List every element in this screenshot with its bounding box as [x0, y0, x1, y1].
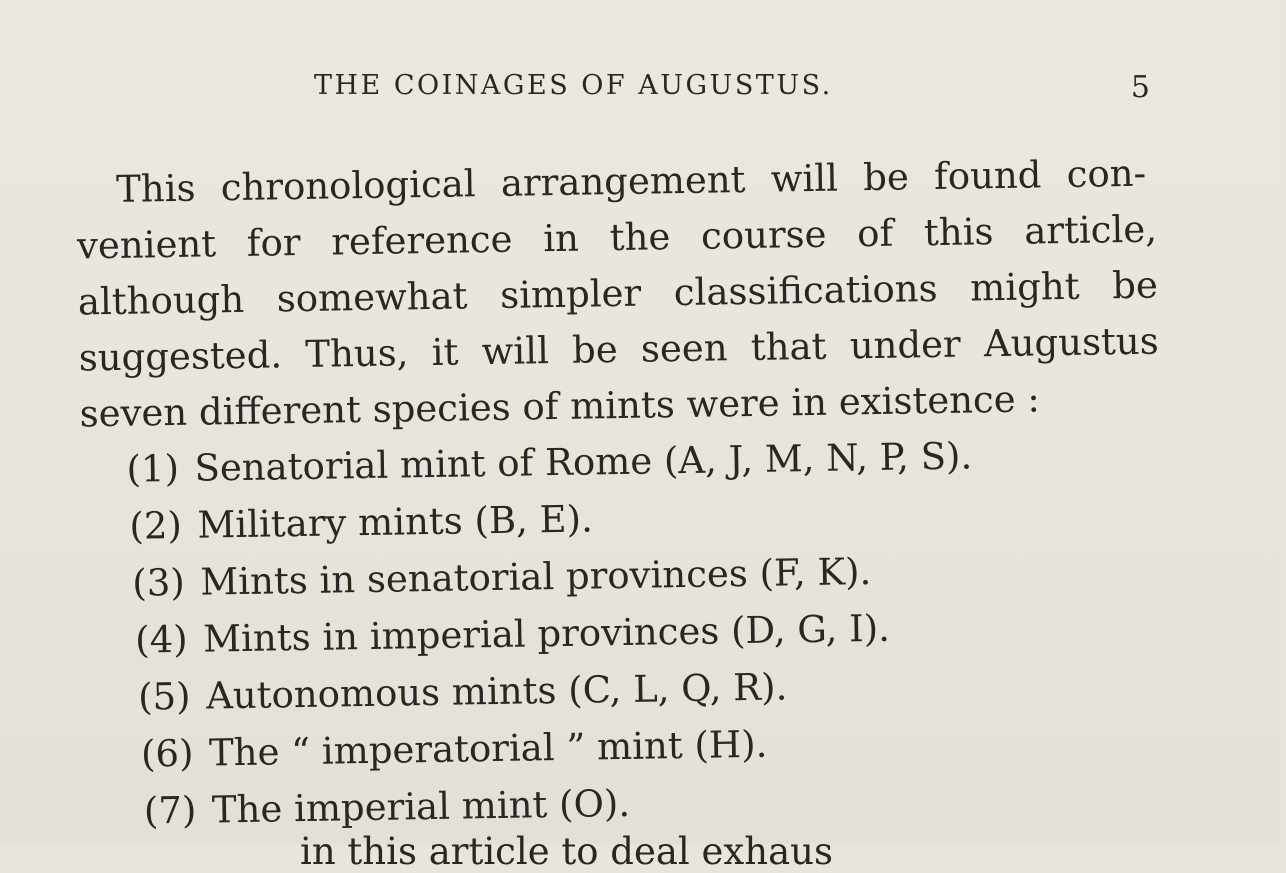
list-item-number: (6): [140, 731, 194, 776]
list-item-number: (7): [143, 788, 197, 833]
list-item-number: (2): [129, 503, 183, 548]
list-item-text: Autonomous mints (C, L, Q, R).: [205, 665, 788, 718]
text-line: This chronological arrangement will be found con-: [115, 151, 1147, 211]
running-title: THE COINAGES OF AUGUSTUS.: [314, 70, 833, 101]
list-item: [141, 723, 768, 776]
list-item-text: The “ imperatorial ” mint (H).: [208, 722, 768, 775]
list-item: [129, 497, 593, 547]
cut-off-line: in this article to deal exhaus: [300, 830, 833, 873]
list-item-text: Mints in imperial provinces (D, G, I).: [202, 606, 891, 661]
text-line: although somewhat simpler classifications might be: [77, 263, 1159, 324]
list-item-number: (4): [134, 617, 188, 662]
list-item-text: Senatorial mint of Rome (A, J, M, N, P, S).: [194, 434, 973, 490]
list-item: [138, 665, 788, 718]
list-item-number: (1): [126, 446, 180, 491]
text-line: venient for reference in the course of this article,: [76, 207, 1158, 268]
list-item: [135, 607, 890, 662]
list-item: [126, 434, 972, 490]
text-line: suggested. Thus, it will be seen that under Augustus: [78, 319, 1160, 380]
text-line: seven different species of mints were in existence :: [79, 377, 1041, 436]
list-item-text: Military mints (B, E).: [197, 497, 594, 547]
list-item-text: The imperial mint (O).: [211, 781, 631, 832]
list-item-number: (3): [132, 560, 186, 605]
page-number: 5: [1130, 70, 1150, 105]
list-item: [132, 550, 872, 605]
list-item: [144, 782, 631, 833]
list-item-number: (5): [137, 674, 191, 719]
list-item-text: Mints in senatorial provinces (F, K).: [199, 550, 872, 604]
body-text: [0, 140, 1276, 833]
running-header: [314, 70, 1150, 110]
